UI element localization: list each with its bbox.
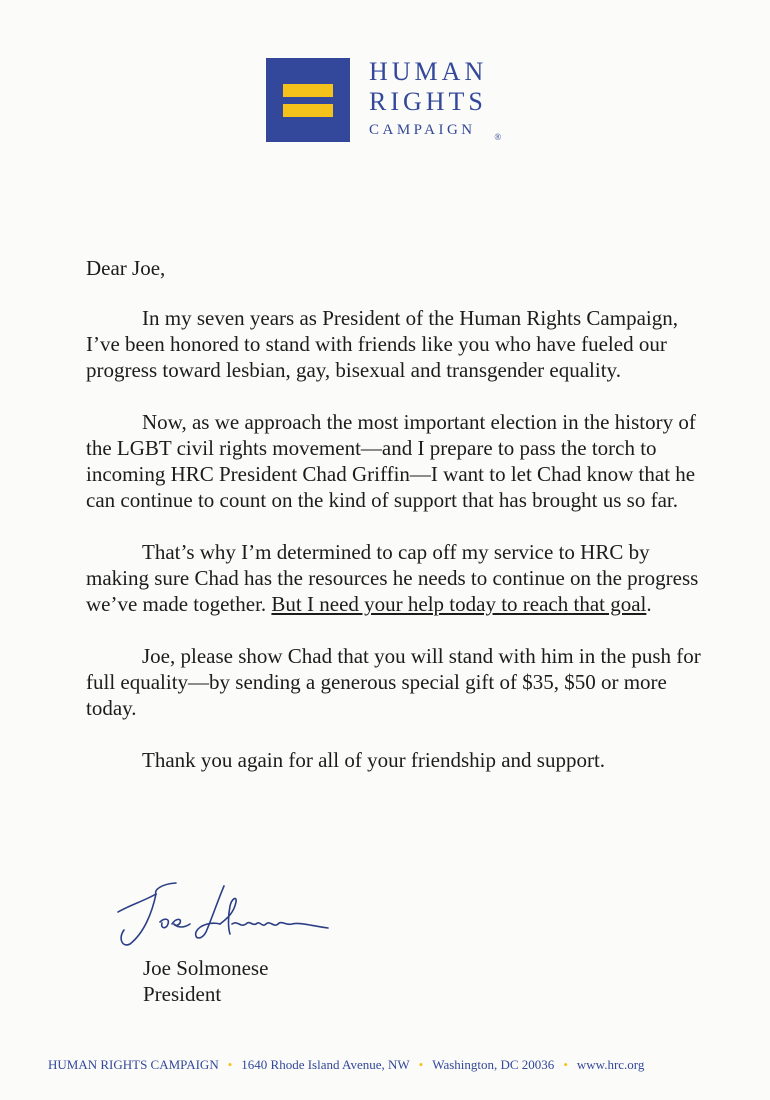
footer-org: HUMAN RIGHTS CAMPAIGN	[48, 1057, 219, 1072]
footer-separator: •	[227, 1057, 233, 1072]
paragraph-4: Joe, please show Chad that you will stand with him in the push for full equality—by sending a generous special gift of $35, $50 or more today.	[86, 644, 701, 720]
logo-word-human: HUMAN	[369, 57, 488, 86]
signature-block	[143, 955, 268, 1007]
footer-address: 1640 Rhode Island Avenue, NW	[241, 1057, 410, 1072]
logo-bar-bottom	[283, 104, 333, 117]
hrc-logo	[266, 57, 502, 142]
footer-city: Washington, DC 20036	[432, 1057, 555, 1072]
paragraph-3-end: .	[646, 592, 652, 616]
paragraph-3-text: That’s why I’m determined to cap off my service to HRC by making sure Chad has the resources he needs to continue on the progress we’ve made together.	[86, 540, 699, 616]
paragraph-3	[86, 539, 716, 617]
signer-name: Joe Solmonese	[143, 956, 269, 980]
handwritten-signature	[116, 878, 336, 948]
logo-campaign-text: CAMPAIGN	[369, 122, 476, 138]
equality-logo-icon	[266, 58, 350, 142]
footer-website: www.hrc.org	[576, 1057, 645, 1072]
registered-mark: ®	[494, 132, 502, 142]
logo-word-campaign	[369, 122, 502, 142]
footer-separator: •	[418, 1057, 424, 1072]
letterhead-footer	[48, 1057, 738, 1073]
paragraph-3-underlined: But I need your help today to reach that goal	[271, 592, 647, 616]
letter-body	[86, 255, 716, 799]
logo-word-rights: RIGHTS	[369, 87, 487, 116]
footer-separator: •	[563, 1057, 568, 1072]
paragraph-2: Now, as we approach the most important election in the history of the LGBT civil rights movement—and I prepare to pass the torch to incoming HRC President Chad Griffin—I want to let Chad know that he can continue to count on the kind of support that has brought us so far.	[86, 410, 696, 512]
logo-wordmark	[369, 57, 502, 142]
logo-bar-top	[283, 84, 333, 97]
signer-title: President	[143, 982, 222, 1006]
paragraph-1: In my seven years as President of the Human Rights Campaign, I’ve been honored to stand with friends like you who have fueled our progress toward lesbian, gay, bisexual and transgender equality.	[86, 306, 678, 382]
paragraph-5: Thank you again for all of your friendship and support.	[142, 748, 606, 772]
salutation: Dear Joe,	[86, 256, 166, 280]
